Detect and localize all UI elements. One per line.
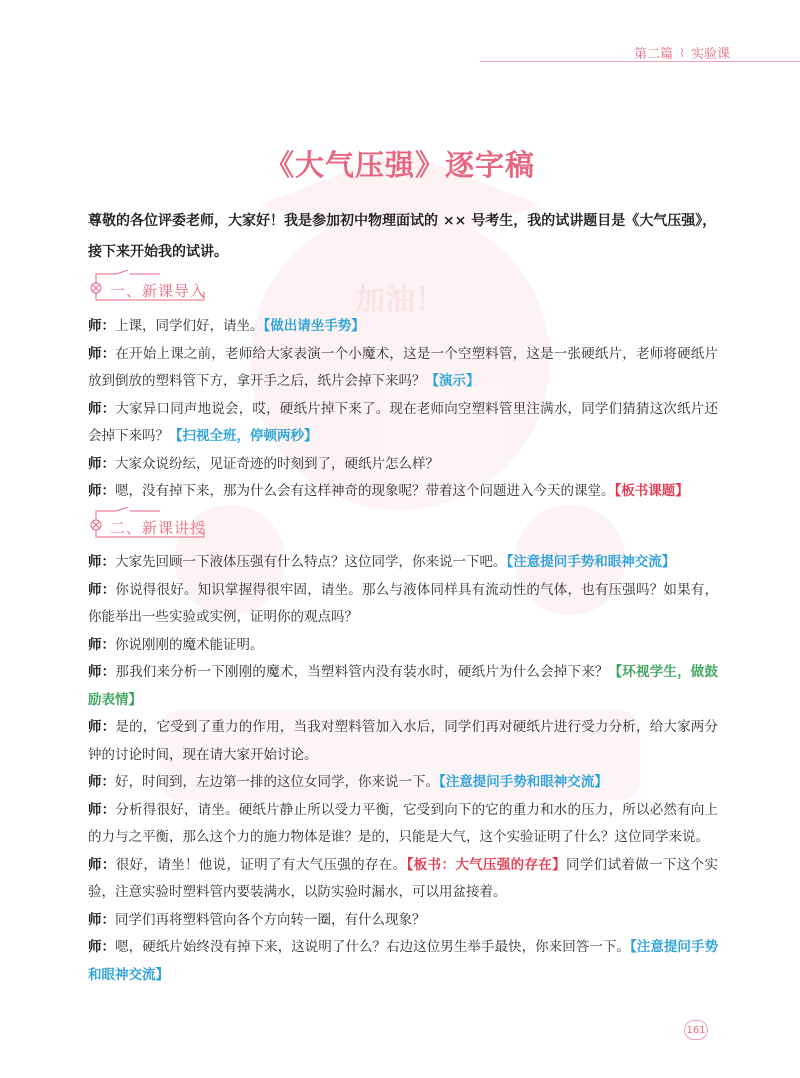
dialogue-line bbox=[88, 934, 718, 989]
section-title-1: 一、新课导入 bbox=[110, 282, 207, 300]
dialogue-line bbox=[88, 549, 718, 577]
stage-direction: 【环视学生，做鼓励表情】 bbox=[88, 664, 719, 708]
header-part: 第二篇 bbox=[634, 47, 674, 62]
dialogue-text: 好，时间到，左边第一排的这位女同学，你来说一下。 bbox=[115, 774, 439, 790]
speaker-label: 师： bbox=[88, 581, 116, 598]
section-heading-2 bbox=[88, 507, 218, 541]
stage-direction: 【演示】 bbox=[425, 373, 480, 389]
page-number: 161 bbox=[684, 1020, 708, 1040]
dialogue-text: 是的，它受到了重力的作用，当我对塑料管加入水后，同学们再对硬纸片进行受力分析，给大家两分钟的讨论时间，现在请大家开始讨论。 bbox=[88, 719, 719, 763]
dialogue-text: 上课，同学们好，请坐。 bbox=[115, 318, 264, 334]
speaker-label: 师： bbox=[88, 483, 115, 499]
speaker-label: 师： bbox=[88, 400, 116, 417]
speaker-label: 师： bbox=[88, 801, 116, 818]
dialogue-line bbox=[88, 852, 718, 907]
dialogue-line bbox=[88, 907, 718, 935]
dialogue-line bbox=[88, 632, 718, 660]
intro-paragraph: 尊敬的各位评委老师，大家好！我是参加初中物理面试的 ×× 号考生，我的试讲题目是《大气压强》，接下来开始我的试讲。 bbox=[88, 213, 717, 260]
dialogue-text: 大家众说纷纭，见证奇迹的时刻到了，硬纸片怎么样？ bbox=[115, 455, 439, 472]
header-section: 实验课 bbox=[690, 47, 730, 62]
section-title-2: 二、新课讲授 bbox=[110, 519, 207, 537]
dialogue-line bbox=[88, 313, 718, 341]
dialogue-text: 同学们再将塑料管向各个方向转一圈，有什么现象？ bbox=[115, 911, 426, 928]
dialogue-text-continued: 同学们试着做一下这个实验，注意实验时塑料管内要装满水，以防实验时漏水，可以用盆接着。 bbox=[88, 856, 719, 900]
dialogue-line bbox=[88, 451, 718, 479]
dialogue-text: 嗯，硬纸片始终没有掉下来，这说明了什么？右边这位男生举手最快，你来回答一下。 bbox=[115, 939, 630, 955]
dialogue-line bbox=[88, 341, 718, 396]
watermark-badge: 加油！ bbox=[355, 283, 445, 318]
dialogue-line bbox=[88, 714, 718, 769]
dialogue-text: 分析得很好，请坐。硬纸片静止所以受力平衡，它受到向下的它的重力和水的压力，所以必然有向上的力与之平衡，那么这个力的施力物体是谁？是的，只能是大气，这个实验证明了什么？这位同学来说。 bbox=[88, 801, 719, 845]
dialogue-line bbox=[88, 478, 718, 506]
speaker-label: 师： bbox=[88, 554, 115, 570]
header-separator-icon: ⌇ bbox=[679, 45, 685, 60]
dialogue-text: 那我们来分析一下刚刚的魔术，当塑料管内没有装水时，硬纸片为什么会掉下来？ bbox=[115, 664, 609, 680]
speaker-label: 师： bbox=[88, 911, 115, 928]
dialogue-text: 在开始上课之前，老师给大家表演一个小魔术，这是一个空塑料管，这是一张硬纸片，老师将硬纸片放到倒放的塑料管下方，拿开手之后，纸片会掉下来吗？ bbox=[88, 345, 719, 389]
stage-direction: 【扫视全班，停顿两秒】 bbox=[169, 428, 318, 444]
section-heading-1 bbox=[88, 270, 218, 304]
speaker-label: 师： bbox=[88, 664, 116, 680]
section-1-body bbox=[88, 313, 718, 506]
stage-direction: 【板书课题】 bbox=[614, 483, 689, 499]
dialogue-line bbox=[88, 797, 718, 852]
dialogue-text: 嗯，没有掉下来，那为什么会有这样神奇的现象呢？带着这个问题进入今天的课堂。 bbox=[115, 483, 615, 499]
dialogue-text: 你说得很好。知识掌握得很牢固，请坐。那么与液体同样具有流动性的气体，也有压强吗？如果有，你能举出一些实验或实例，证明你的观点吗？ bbox=[88, 581, 719, 625]
stage-direction: 【板书：大气压强的存在】 bbox=[406, 856, 567, 873]
dialogue-text: 大家异口同声地说会，哎，硬纸片掉下来了。现在老师向空塑料管里注满水，同学们猜猜这次纸片还会掉下来吗？ bbox=[88, 400, 719, 444]
page-title: 《大气压强》逐字稿 bbox=[264, 148, 535, 182]
speaker-label: 师： bbox=[88, 939, 116, 955]
dialogue-line bbox=[88, 769, 718, 797]
speaker-label: 师： bbox=[88, 774, 115, 790]
running-header bbox=[480, 40, 800, 60]
dialogue-text: 很好，请坐！他说，证明了有大气压强的存在。 bbox=[115, 856, 407, 873]
speaker-label: 师： bbox=[88, 455, 115, 472]
stage-direction: 【做出请坐手势】 bbox=[263, 318, 365, 334]
dialogue-line bbox=[88, 396, 718, 451]
header-text bbox=[634, 43, 730, 62]
speaker-label: 师： bbox=[88, 856, 116, 873]
speaker-label: 师： bbox=[88, 318, 115, 334]
speaker-label: 师： bbox=[88, 719, 116, 735]
section-2-body bbox=[88, 549, 718, 989]
speaker-label: 师： bbox=[88, 636, 115, 653]
stage-direction: 【注意提问手势和眼神交流】 bbox=[439, 774, 608, 790]
dialogue-text: 你说刚刚的魔术能证明。 bbox=[115, 636, 264, 653]
stage-direction: 【注意提问手势和眼神交流】 bbox=[88, 939, 719, 983]
speaker-label: 师： bbox=[88, 345, 116, 362]
dialogue-text: 大家先回顾一下液体压强有什么特点？这位同学，你来说一下吧。 bbox=[115, 554, 507, 570]
dialogue-line bbox=[88, 577, 718, 632]
stage-direction: 【注意提问手势和眼神交流】 bbox=[506, 554, 676, 570]
dialogue-line bbox=[88, 659, 718, 714]
